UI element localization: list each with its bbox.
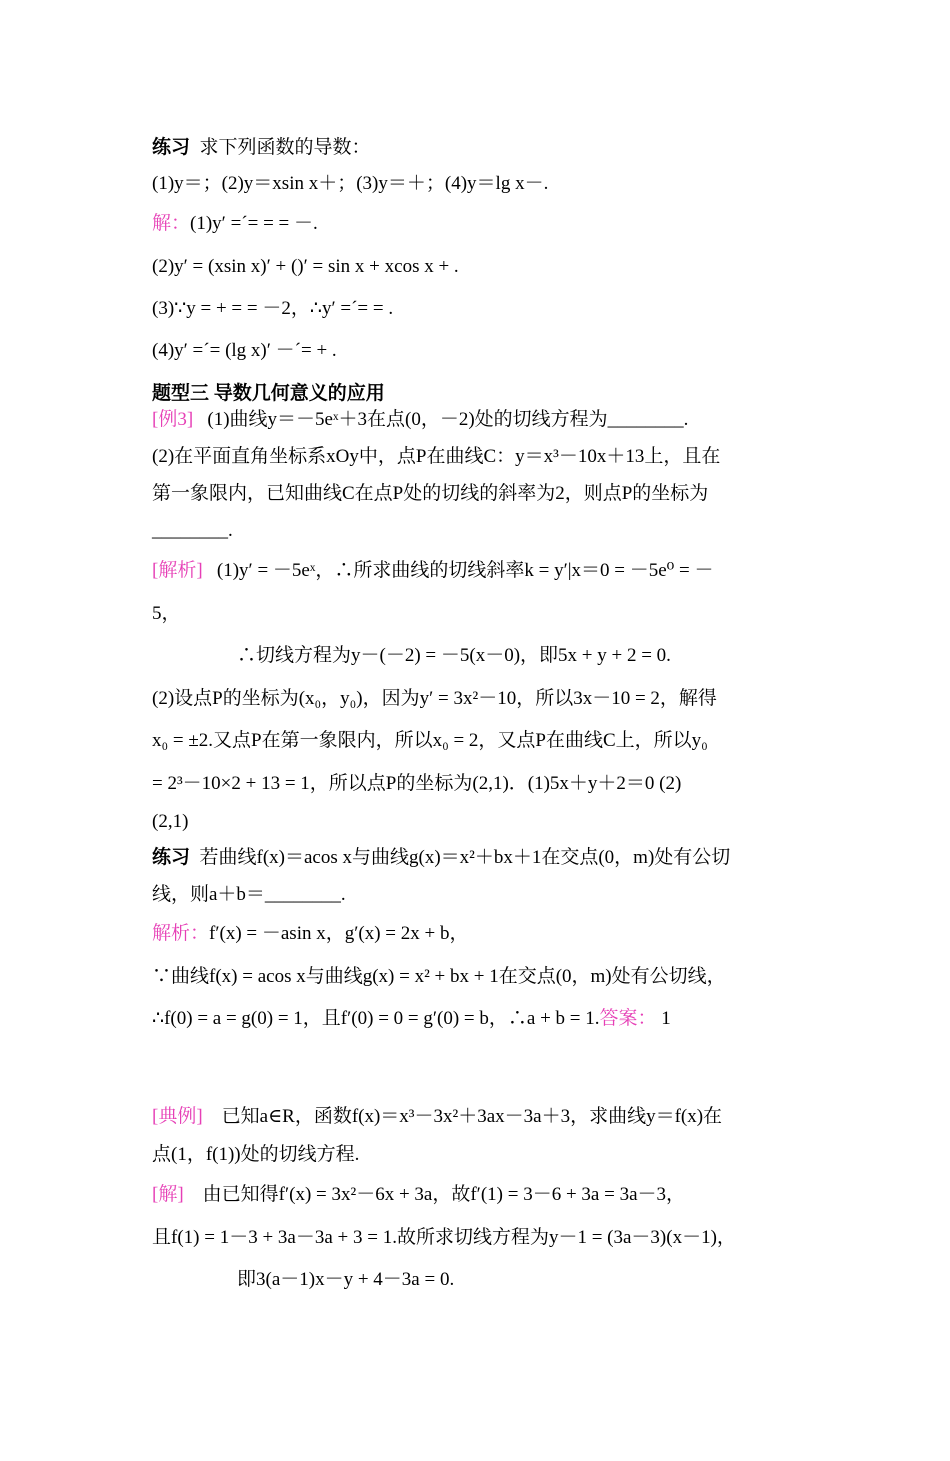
typical-label: [典例] — [152, 1106, 203, 1127]
exercise2-line2: 线，则a＋b＝________. — [152, 884, 346, 905]
exercise2-solution-3: ∴f(0) = a = g(0) = 1，且f′(0) = 0 = g′(0) = b，∴a + b = 1.答案： 1 — [152, 1008, 671, 1029]
exercise2-solution-label: 解析： — [152, 923, 210, 944]
section-title: 题型三 导数几何意义的应用 — [152, 383, 385, 404]
typical-solution-3: 即3(a－1)x－y + 4－3a = 0. — [237, 1269, 455, 1290]
exercise1-solution-4: (4)y′ =´= (lg x)′ －´= + . — [152, 340, 337, 361]
exercise2-label: 练习 — [152, 847, 191, 868]
exercise2-solution-1: 解析：f′(x) = －asin x，g′(x) = 2x + b， — [152, 923, 469, 944]
typical-solution-1: [解] 由已知得f′(x) = 3x²－6x + 3a，故f′(1) = 3－6 + 3a = 3a－3， — [152, 1184, 686, 1205]
exercise2-solution-2: ∵曲线f(x) = acos x与曲线g(x) = x² + bx + 1在交点(0，m)处有公切线， — [152, 966, 726, 987]
exercise1-solution-1: 解：(1)y′ =´= = = －. — [152, 213, 318, 234]
analysis3-line5: = 2³－10×2 + 13 = 1，所以点P的坐标为(2,1)．(1)5x＋y＋2＝0 (2) — [152, 773, 682, 794]
analysis3-line1b: 5， — [152, 603, 181, 624]
typical-line2: 点(1，f(1))处的切线方程. — [152, 1144, 360, 1165]
exercise1-solution-label: 解： — [152, 213, 191, 234]
exercise1-solution-3: (3)∵y = + = = －2，∴y′ =´= = . — [152, 298, 394, 319]
example3-part2-blank: ________. — [152, 520, 233, 541]
exercise1-label: 练习 — [152, 137, 191, 158]
analysis3-line2: ∴切线方程为y－(－2) = －5(x－0)，即5x + y + 2 = 0. — [237, 645, 671, 666]
example3-part1: [例3] (1)曲线y＝－5eˣ＋3在点(0，－2)处的切线方程为________. — [152, 409, 689, 430]
analysis3-line4: x₀ = ±2.又点P在第一象限内，所以x₀ = 2，又点P在曲线C上，所以y₀ — [152, 730, 708, 751]
example3-part2-line1: (2)在平面直角坐标系xOy中，点P在曲线C：y＝x³－10x＋13上，且在 — [152, 446, 721, 467]
analysis3-label: [解析] — [152, 560, 203, 581]
exercise2-line1: 练习 若曲线f(x)＝acos x与曲线g(x)＝x²＋bx＋1在交点(0，m)处有公切 — [152, 847, 731, 868]
typical-line1: [典例] 已知a∈R，函数f(x)＝x³－3x²＋3ax－3a＋3，求曲线y＝f(x)在 — [152, 1106, 723, 1127]
exercise1-solution-2: (2)y′ = (xsin x)′ + ()′ = sin x + xcos x + . — [152, 256, 459, 277]
analysis3-line3: (2)设点P的坐标为(x₀，y₀)，因为y′ = 3x²－10，所以3x－10 = 2，解得 — [152, 688, 717, 709]
analysis3-line1: [解析] (1)y′ = －5eˣ，∴所求曲线的切线斜率k = y′|x＝0 = －5e⁰ = － — [152, 560, 714, 581]
example3-part2-line2: 第一象限内，已知曲线C在点P处的切线的斜率为2，则点P的坐标为 — [152, 483, 709, 504]
example3-label: [例3] — [152, 409, 194, 430]
answer-value: 1 — [661, 1008, 671, 1029]
exercise1-heading — [152, 135, 802, 161]
typical-solution-label: [解] — [152, 1184, 184, 1205]
typical-solution-2: 且f(1) = 1－3 + 3a－3a + 3 = 1.故所求切线方程为y－1 = (3a－3)(x－1)， — [152, 1227, 736, 1248]
exercise1-prompt: 求下列函数的导数： — [199, 137, 371, 158]
answer-label: 答案： — [599, 1008, 657, 1029]
exercise1-functions: (1)y＝；(2)y＝xsin x＋；(3)y＝＋；(4)y＝lg x－. — [152, 173, 549, 194]
analysis3-line6: (2,1) — [152, 811, 189, 832]
